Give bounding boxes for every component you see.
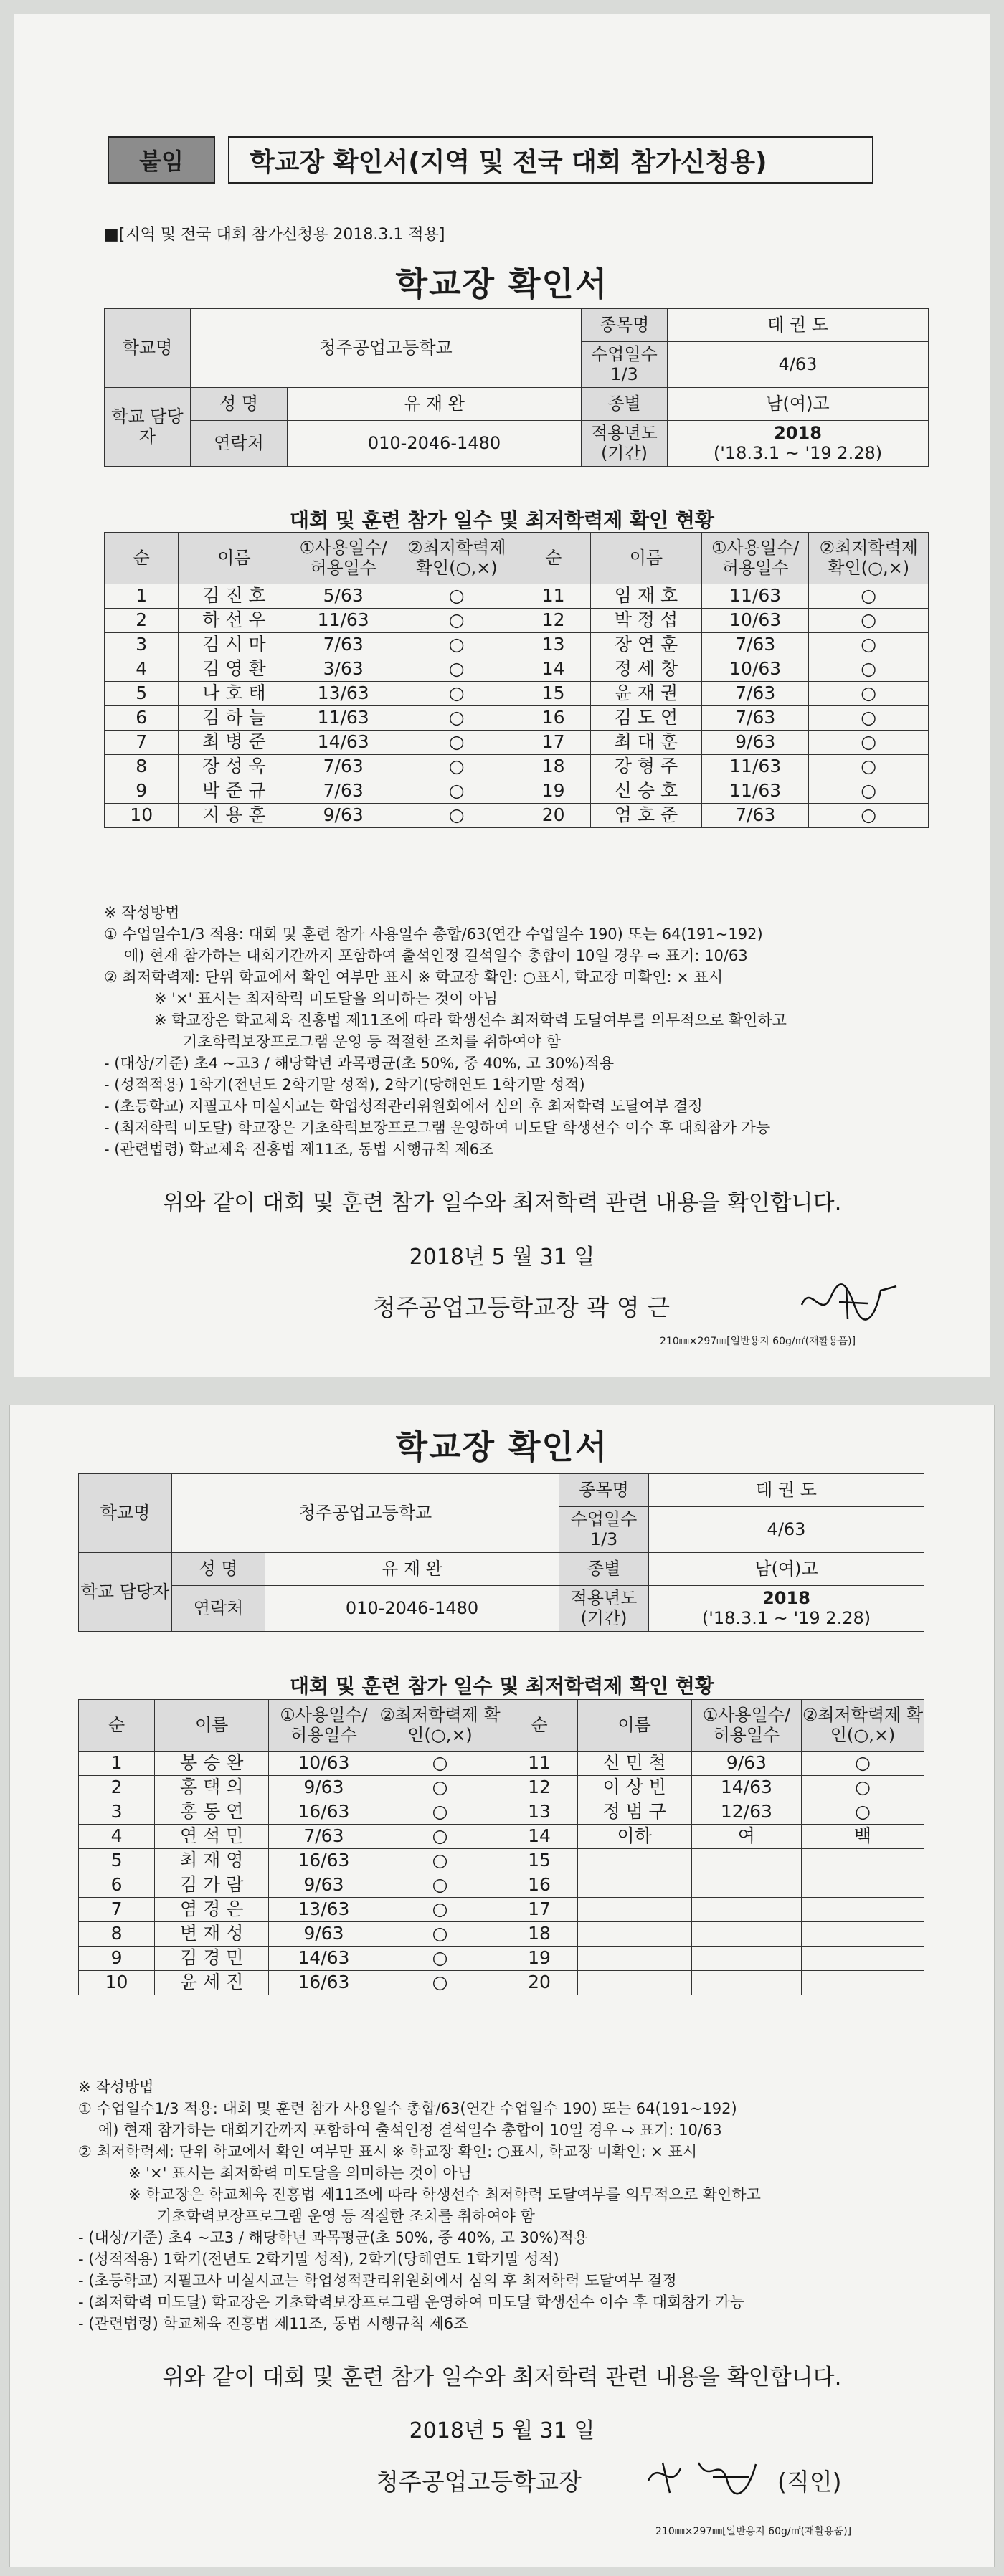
min-grade-check: ○	[379, 1849, 501, 1873]
row-no: 20	[516, 804, 590, 828]
roster-table-1	[104, 532, 929, 828]
table-row	[79, 1800, 924, 1825]
label-period: 적용년도 (기간)	[582, 421, 668, 467]
signature-mark	[641, 2448, 777, 2502]
row-no: 20	[501, 1971, 577, 1995]
header-days: ①사용일수/ 허용일수	[290, 533, 397, 584]
roster-table-2	[78, 1699, 924, 1995]
method-line: - (초등학교) 지필고사 미실시교는 학업성적관리위원회에서 심의 후 최저학력 도달여부 결정	[78, 2272, 677, 2289]
method-line: - (성적적용) 1학기(전년도 2학기말 성적), 2학기(당해연도 1학기말 성적)	[78, 2251, 559, 2268]
used-days: 10/63	[269, 1752, 379, 1776]
min-grade-check	[802, 1971, 924, 1995]
header-no: 순	[79, 1700, 155, 1752]
row-no: 13	[501, 1800, 577, 1825]
table-row	[79, 1971, 924, 1995]
label-contact: 연락처	[172, 1586, 265, 1632]
row-no: 12	[501, 1776, 577, 1800]
min-grade-check: ○	[397, 657, 516, 682]
writing-method-2	[78, 2076, 761, 2334]
min-grade-check: ○	[809, 755, 929, 779]
used-days: 16/63	[269, 1800, 379, 1825]
header-name: 이름	[577, 1700, 691, 1752]
row-no: 9	[105, 779, 179, 804]
days-value: 4/63	[668, 342, 929, 388]
row-no: 13	[516, 633, 590, 657]
row-no: 6	[79, 1873, 155, 1898]
athlete-name	[577, 1873, 691, 1898]
used-days: 16/63	[269, 1849, 379, 1873]
athlete-name: 박 정 섭	[590, 609, 701, 633]
label-sport: 종목명	[582, 309, 668, 342]
method-line: ② 최저학력제: 단위 학교에서 확인 여부만 표시 ※ 학교장 확인: ○표시, 학교장 미확인: × 표시	[78, 2143, 698, 2160]
used-days: 11/63	[701, 779, 808, 804]
header-name: 이름	[590, 533, 701, 584]
table-row	[105, 609, 929, 633]
year-value: 2018	[774, 422, 822, 443]
label-name: 성 명	[191, 388, 288, 421]
row-no: 4	[105, 657, 179, 682]
used-days: 9/63	[269, 1776, 379, 1800]
min-grade-check: ○	[809, 657, 929, 682]
table-row	[105, 779, 929, 804]
used-days: 7/63	[290, 755, 397, 779]
used-days: 7/63	[290, 779, 397, 804]
row-no: 3	[79, 1800, 155, 1825]
min-grade-check: ○	[397, 584, 516, 609]
athlete-name: 이하	[577, 1825, 691, 1849]
used-days: 11/63	[290, 609, 397, 633]
method-line: - (관련법령) 학교체육 진흥법 제11조, 동법 시행규칙 제6조	[104, 1141, 494, 1158]
year-value: 2018	[762, 1587, 810, 1608]
method-line: - (관련법령) 학교체육 진흥법 제11조, 동법 시행규칙 제6조	[78, 2315, 468, 2332]
row-no: 8	[105, 755, 179, 779]
table-row	[79, 1776, 924, 1800]
header-check: ②최저학력제 확인(○,×)	[397, 533, 516, 584]
label-manager: 학교 담당자	[105, 388, 191, 467]
period-cell	[649, 1586, 924, 1632]
label-manager: 학교 담당자	[79, 1553, 172, 1632]
used-days: 10/63	[701, 657, 808, 682]
method-line: ※ '×' 표시는 최저학력 미도달을 의미하는 것이 아님	[154, 990, 498, 1007]
row-no: 16	[501, 1873, 577, 1898]
athlete-name: 김 하 늘	[179, 706, 290, 731]
method-line: ※ 학교장은 학교체육 진흥법 제11조에 따라 학생선수 최저학력 도달여부를 의무적으로 확인하고	[154, 1012, 787, 1029]
min-grade-check	[802, 1873, 924, 1898]
athlete-name: 홍 택 의	[155, 1776, 269, 1800]
header-no: 순	[501, 1700, 577, 1752]
min-grade-check: ○	[809, 633, 929, 657]
used-days: 9/63	[701, 731, 808, 755]
min-grade-check: ○	[379, 1898, 501, 1922]
label-period: 적용년도 (기간)	[559, 1586, 649, 1632]
phone-value: 010-2046-1480	[288, 421, 582, 467]
athlete-name: 최 병 준	[179, 731, 290, 755]
min-grade-check: ○	[379, 1873, 501, 1898]
header-days: ①사용일수/ 허용일수	[691, 1700, 801, 1752]
used-days: 7/63	[701, 706, 808, 731]
used-days: 14/63	[691, 1776, 801, 1800]
athlete-name: 임 재 호	[590, 584, 701, 609]
principal-name: 청주공업고등학교장	[376, 2468, 582, 2496]
min-grade-check: ○	[802, 1776, 924, 1800]
confirmation-sheet-2	[10, 1405, 994, 2567]
used-days: 7/63	[701, 633, 808, 657]
athlete-name: 최 대 훈	[590, 731, 701, 755]
row-no: 3	[105, 633, 179, 657]
min-grade-check: ○	[379, 1776, 501, 1800]
athlete-name	[577, 1971, 691, 1995]
min-grade-check: ○	[809, 731, 929, 755]
confirmation-sheet-1	[14, 14, 990, 1377]
table-row	[105, 584, 929, 609]
doc-title: 학교장 확인서	[395, 265, 609, 303]
min-grade-check: 백	[802, 1825, 924, 1849]
min-grade-check: ○	[397, 609, 516, 633]
min-grade-check: ○	[397, 706, 516, 731]
used-days: 9/63	[269, 1873, 379, 1898]
athlete-name: 정 범 구	[577, 1800, 691, 1825]
min-grade-check: ○	[809, 584, 929, 609]
min-grade-check	[802, 1922, 924, 1947]
row-no: 15	[516, 682, 590, 706]
attachment-header	[108, 136, 873, 184]
athlete-name: 염 경 은	[155, 1898, 269, 1922]
min-grade-check: ○	[809, 609, 929, 633]
athlete-name	[577, 1849, 691, 1873]
used-days: 13/63	[269, 1898, 379, 1922]
row-no: 18	[501, 1922, 577, 1947]
athlete-name: 나 호 태	[179, 682, 290, 706]
row-no: 1	[105, 584, 179, 609]
min-grade-check: ○	[809, 804, 929, 828]
period-value: ('18.3.1 ~ '19 2.28)	[701, 1607, 871, 1628]
used-days: 3/63	[290, 657, 397, 682]
method-line: ※ '×' 표시는 최저학력 미도달을 의미하는 것이 아님	[128, 2164, 472, 2182]
athlete-name: 윤 세 진	[155, 1971, 269, 1995]
athlete-name: 지 용 훈	[179, 804, 290, 828]
athlete-name: 신 민 철	[577, 1752, 691, 1776]
method-line: - (대상/기준) 초4 ~고3 / 해당학년 과목평균(초 50%, 중 40%, 고 30%)적용	[104, 1055, 615, 1072]
label-school: 학교명	[79, 1474, 172, 1553]
used-days: 12/63	[691, 1800, 801, 1825]
header-check: ②최저학력제 확인(○,×)	[802, 1700, 924, 1752]
label-days: 수업일수 1/3	[582, 342, 668, 388]
school-name: 청주공업고등학교	[191, 309, 582, 388]
row-no: 14	[516, 657, 590, 682]
min-grade-check: ○	[379, 1825, 501, 1849]
athlete-name: 김 가 람	[155, 1873, 269, 1898]
min-grade-check: ○	[379, 1971, 501, 1995]
header-check: ②최저학력제 확인(○,×)	[379, 1700, 501, 1752]
used-days: 7/63	[701, 682, 808, 706]
used-days: 10/63	[701, 609, 808, 633]
row-no: 2	[79, 1776, 155, 1800]
row-no: 6	[105, 706, 179, 731]
method-line: ※ 작성방법	[104, 904, 180, 921]
min-grade-check: ○	[379, 1947, 501, 1971]
label-sport: 종목명	[559, 1474, 649, 1507]
info-table	[78, 1473, 924, 1632]
method-line: 에) 현재 참가하는 대회기간까지 포함하여 출석인정 결석일수 총합이 10일 경우 ⇨ 표기: 10/63	[124, 947, 748, 964]
row-no: 4	[79, 1825, 155, 1849]
row-no: 11	[501, 1752, 577, 1776]
row-no: 16	[516, 706, 590, 731]
row-no: 5	[79, 1849, 155, 1873]
athlete-name: 연 석 민	[155, 1825, 269, 1849]
row-no: 17	[516, 731, 590, 755]
header-days: ①사용일수/ 허용일수	[701, 533, 808, 584]
athlete-name: 신 승 호	[590, 779, 701, 804]
min-grade-check	[802, 1898, 924, 1922]
min-grade-check: ○	[809, 682, 929, 706]
table-row	[105, 682, 929, 706]
min-grade-check: ○	[397, 731, 516, 755]
method-line: ① 수업일수1/3 적용: 대회 및 훈련 참가 사용일수 총합/63(연간 수업일수 190) 또는 64(191~192)	[78, 2100, 737, 2117]
athlete-name: 박 준 규	[179, 779, 290, 804]
used-days	[691, 1971, 801, 1995]
min-grade-check: ○	[809, 779, 929, 804]
table-row	[79, 1752, 924, 1776]
used-days	[691, 1947, 801, 1971]
header-days: ①사용일수/ 허용일수	[269, 1700, 379, 1752]
athlete-name	[577, 1922, 691, 1947]
attachment-title: 학교장 확인서(지역 및 전국 대회 참가신청용)	[228, 136, 873, 184]
min-grade-check: ○	[379, 1800, 501, 1825]
min-grade-check	[802, 1849, 924, 1873]
sport-value: 태 권 도	[649, 1474, 924, 1507]
used-days: 5/63	[290, 584, 397, 609]
writing-method-1	[104, 902, 787, 1160]
used-days: 9/63	[269, 1922, 379, 1947]
row-no: 12	[516, 609, 590, 633]
table-row	[105, 731, 929, 755]
row-no: 5	[105, 682, 179, 706]
confirm-statement: 위와 같이 대회 및 훈련 참가 일수와 최저학력 관련 내용을 확인합니다.	[162, 1190, 842, 1216]
used-days: 9/63	[691, 1752, 801, 1776]
min-grade-check: ○	[379, 1922, 501, 1947]
used-days	[691, 1922, 801, 1947]
paper-spec: 210㎜×297㎜[일반용지 60g/㎡(재활용품)]	[655, 2526, 852, 2537]
row-no: 15	[501, 1849, 577, 1873]
used-days	[691, 1898, 801, 1922]
table-row	[79, 1947, 924, 1971]
athlete-name: 엄 호 준	[590, 804, 701, 828]
method-line: ② 최저학력제: 단위 학교에서 확인 여부만 표시 ※ 학교장 확인: ○표시, 학교장 미확인: × 표시	[104, 969, 724, 986]
athlete-name: 윤 재 권	[590, 682, 701, 706]
athlete-name	[577, 1947, 691, 1971]
used-days: 11/63	[290, 706, 397, 731]
athlete-name: 최 재 영	[155, 1849, 269, 1873]
min-grade-check: ○	[397, 804, 516, 828]
method-line: - (최저학력 미도달) 학교장은 기초학력보장프로그램 운영하여 미도달 학생선수 이수 후 대회참가 가능	[104, 1119, 771, 1136]
method-line: 에) 현재 참가하는 대회기간까지 포함하여 출석인정 결석일수 총합이 10일 경우 ⇨ 표기: 10/63	[98, 2121, 722, 2139]
row-no: 10	[105, 804, 179, 828]
confirm-statement: 위와 같이 대회 및 훈련 참가 일수와 최저학력 관련 내용을 확인합니다.	[162, 2364, 842, 2390]
method-line: 기초학력보장프로그램 운영 등 적절한 조치를 취하여야 함	[183, 1033, 561, 1050]
athlete-name: 이 상 빈	[577, 1776, 691, 1800]
used-days: 7/63	[701, 804, 808, 828]
used-days: 9/63	[290, 804, 397, 828]
method-line: - (대상/기준) 초4 ~고3 / 해당학년 과목평균(초 50%, 중 40%, 고 30%)적용	[78, 2229, 589, 2246]
row-no: 19	[501, 1947, 577, 1971]
athlete-name: 김 도 연	[590, 706, 701, 731]
row-no: 14	[501, 1825, 577, 1849]
sport-value: 태 권 도	[668, 309, 929, 342]
applied-note: ■[지역 및 전국 대회 참가신청용 2018.3.1 적용]	[104, 226, 445, 244]
issue-date: 2018년 5 월 31 일	[409, 2418, 595, 2443]
method-line: - (초등학교) 지필고사 미실시교는 학업성적관리위원회에서 심의 후 최저학력 도달여부 결정	[104, 1098, 703, 1115]
table-row	[105, 755, 929, 779]
used-days: 16/63	[269, 1971, 379, 1995]
used-days: 7/63	[269, 1825, 379, 1849]
signature-mark	[796, 1276, 904, 1326]
min-grade-check: ○	[802, 1800, 924, 1825]
row-no: 9	[79, 1947, 155, 1971]
used-days: 7/63	[290, 633, 397, 657]
used-days	[691, 1849, 801, 1873]
paper-spec: 210㎜×297㎜[일반용지 60g/㎡(재활용품)]	[660, 1336, 856, 1347]
min-grade-check: ○	[379, 1752, 501, 1776]
table-row	[105, 657, 929, 682]
table-row	[79, 1922, 924, 1947]
table-row	[79, 1849, 924, 1873]
seal-text: (직인)	[777, 2468, 842, 2496]
label-contact: 연락처	[191, 421, 288, 467]
table-row	[105, 804, 929, 828]
min-grade-check: ○	[397, 682, 516, 706]
period-cell	[668, 421, 929, 467]
roster-title: 대회 및 훈련 참가 일수 및 최저학력제 확인 현황	[290, 508, 714, 532]
header-check: ②최저학력제 확인(○,×)	[809, 533, 929, 584]
period-value: ('18.3.1 ~ '19 2.28)	[713, 442, 883, 463]
used-days: 13/63	[290, 682, 397, 706]
method-line: - (최저학력 미도달) 학교장은 기초학력보장프로그램 운영하여 미도달 학생선수 이수 후 대회참가 가능	[78, 2294, 745, 2311]
row-no: 17	[501, 1898, 577, 1922]
min-grade-check: ○	[397, 633, 516, 657]
athlete-name: 정 세 창	[590, 657, 701, 682]
manager-name: 유 재 완	[288, 388, 582, 421]
label-gender: 종별	[559, 1553, 649, 1586]
method-line: ① 수업일수1/3 적용: 대회 및 훈련 참가 사용일수 총합/63(연간 수업일수 190) 또는 64(191~192)	[104, 926, 763, 943]
label-gender: 종별	[582, 388, 668, 421]
header-no: 순	[105, 533, 179, 584]
used-days: 14/63	[269, 1947, 379, 1971]
method-line: 기초학력보장프로그램 운영 등 적절한 조치를 취하여야 함	[157, 2207, 535, 2225]
label-name: 성 명	[172, 1553, 265, 1586]
table-row	[105, 633, 929, 657]
table-row	[79, 1825, 924, 1849]
athlete-name: 변 재 성	[155, 1922, 269, 1947]
used-days: 11/63	[701, 584, 808, 609]
athlete-name: 봉 승 완	[155, 1752, 269, 1776]
min-grade-check: ○	[397, 779, 516, 804]
doc-title: 학교장 확인서	[395, 1427, 609, 1466]
header-name: 이름	[179, 533, 290, 584]
label-days: 수업일수 1/3	[559, 1507, 649, 1553]
days-value: 4/63	[649, 1507, 924, 1553]
athlete-name: 장 성 욱	[179, 755, 290, 779]
method-line: ※ 학교장은 학교체육 진흥법 제11조에 따라 학생선수 최저학력 도달여부를 의무적으로 확인하고	[128, 2186, 761, 2203]
athlete-name: 김 진 호	[179, 584, 290, 609]
principal-name: 청주공업고등학교장 곽 영 근	[373, 1293, 671, 1321]
athlete-name	[577, 1898, 691, 1922]
row-no: 7	[105, 731, 179, 755]
athlete-name: 강 형 주	[590, 755, 701, 779]
athlete-name: 김 경 민	[155, 1947, 269, 1971]
min-grade-check	[802, 1947, 924, 1971]
row-no: 19	[516, 779, 590, 804]
min-grade-check: ○	[802, 1752, 924, 1776]
athlete-name: 하 선 우	[179, 609, 290, 633]
school-name: 청주공업고등학교	[172, 1474, 559, 1553]
row-no: 11	[516, 584, 590, 609]
used-days: 11/63	[701, 755, 808, 779]
row-no: 18	[516, 755, 590, 779]
table-row	[79, 1898, 924, 1922]
used-days: 여	[691, 1825, 801, 1849]
min-grade-check: ○	[397, 755, 516, 779]
method-line: - (성적적용) 1학기(전년도 2학기말 성적), 2학기(당해연도 1학기말 성적)	[104, 1076, 585, 1093]
used-days	[691, 1873, 801, 1898]
row-no: 7	[79, 1898, 155, 1922]
row-no: 8	[79, 1922, 155, 1947]
method-line: ※ 작성방법	[78, 2078, 154, 2096]
athlete-name: 김 영 환	[179, 657, 290, 682]
roster-title: 대회 및 훈련 참가 일수 및 최저학력제 확인 현황	[290, 1674, 714, 1698]
table-row	[79, 1873, 924, 1898]
used-days: 14/63	[290, 731, 397, 755]
gender-value: 남(여)고	[668, 388, 929, 421]
row-no: 10	[79, 1971, 155, 1995]
row-no: 1	[79, 1752, 155, 1776]
row-no: 2	[105, 609, 179, 633]
athlete-name: 장 연 훈	[590, 633, 701, 657]
header-no: 순	[516, 533, 590, 584]
athlete-name: 김 시 마	[179, 633, 290, 657]
label-school: 학교명	[105, 309, 191, 388]
header-name: 이름	[155, 1700, 269, 1752]
attachment-tag: 붙임	[108, 136, 215, 184]
info-table	[104, 308, 929, 467]
athlete-name: 홍 동 연	[155, 1800, 269, 1825]
issue-date: 2018년 5 월 31 일	[409, 1245, 595, 1270]
manager-name: 유 재 완	[265, 1553, 559, 1586]
table-row	[105, 706, 929, 731]
phone-value: 010-2046-1480	[265, 1586, 559, 1632]
min-grade-check: ○	[809, 706, 929, 731]
gender-value: 남(여)고	[649, 1553, 924, 1586]
